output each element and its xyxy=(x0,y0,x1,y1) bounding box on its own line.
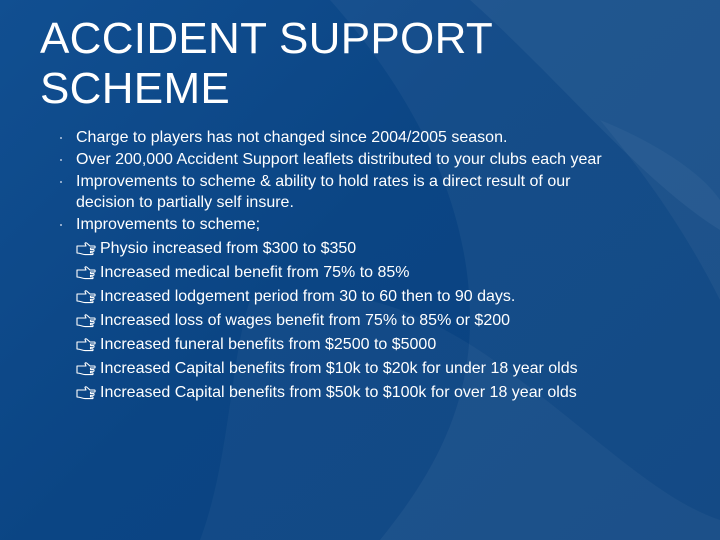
pointing-hand-icon xyxy=(76,290,96,304)
sub-bullet-item xyxy=(76,334,610,355)
sub-bullet-item xyxy=(76,358,610,379)
bullet-dot-icon xyxy=(60,159,62,161)
bullet-text: Over 200,000 Accident Support leaflets distributed to your clubs each year xyxy=(76,151,602,168)
slide-title xyxy=(40,14,680,114)
bullet-text: Charge to players has not changed since 2004/2005 season. xyxy=(76,129,508,146)
sub-bullet-text: Increased Capital benefits from $50k to $100k for over 18 year olds xyxy=(100,384,577,401)
bullet-item xyxy=(0,171,616,213)
sub-bullet-text: Physio increased from $300 to $350 xyxy=(100,240,357,257)
sub-bullet-item xyxy=(76,262,610,283)
bullet-list xyxy=(0,127,720,403)
sub-bullet-item xyxy=(76,238,610,259)
pointing-hand-icon xyxy=(76,242,96,256)
sub-bullet-text: Increased funeral benefits from $2500 to $5000 xyxy=(100,336,437,353)
bullet-dot-icon xyxy=(60,137,62,139)
sub-bullet-text: Increased loss of wages benefit from 75% to 85% or $200 xyxy=(100,312,511,329)
bullet-text: Improvements to scheme & ability to hold rates is a direct result of our decision to partially self insure. xyxy=(76,173,571,211)
sub-bullet-list xyxy=(76,238,616,403)
pointing-hand-icon xyxy=(76,362,96,376)
slide-body xyxy=(0,127,720,406)
pointing-hand-icon xyxy=(76,338,96,352)
sub-bullet-item xyxy=(76,310,610,331)
pointing-hand-icon xyxy=(76,266,96,280)
sub-bullet-item xyxy=(76,286,610,307)
bullet-item xyxy=(0,214,616,403)
pointing-hand-icon xyxy=(76,314,96,328)
sub-bullet-item xyxy=(76,382,610,403)
bullet-text: Improvements to scheme; xyxy=(76,216,261,233)
sub-bullet-text: Increased medical benefit from 75% to 85% xyxy=(100,264,410,281)
pointing-hand-icon xyxy=(76,386,96,400)
bullet-item xyxy=(0,127,616,148)
sub-bullet-text: Increased lodgement period from 30 to 60 then to 90 days. xyxy=(100,288,516,305)
sub-bullet-text: Increased Capital benefits from $10k to $20k for under 18 year olds xyxy=(100,360,578,377)
slide-title-line: SCHEME xyxy=(40,64,231,113)
bullet-dot-icon xyxy=(60,224,62,226)
slide-title-line: ACCIDENT SUPPORT xyxy=(40,14,494,63)
bullet-item xyxy=(0,149,616,170)
bullet-dot-icon xyxy=(60,181,62,183)
